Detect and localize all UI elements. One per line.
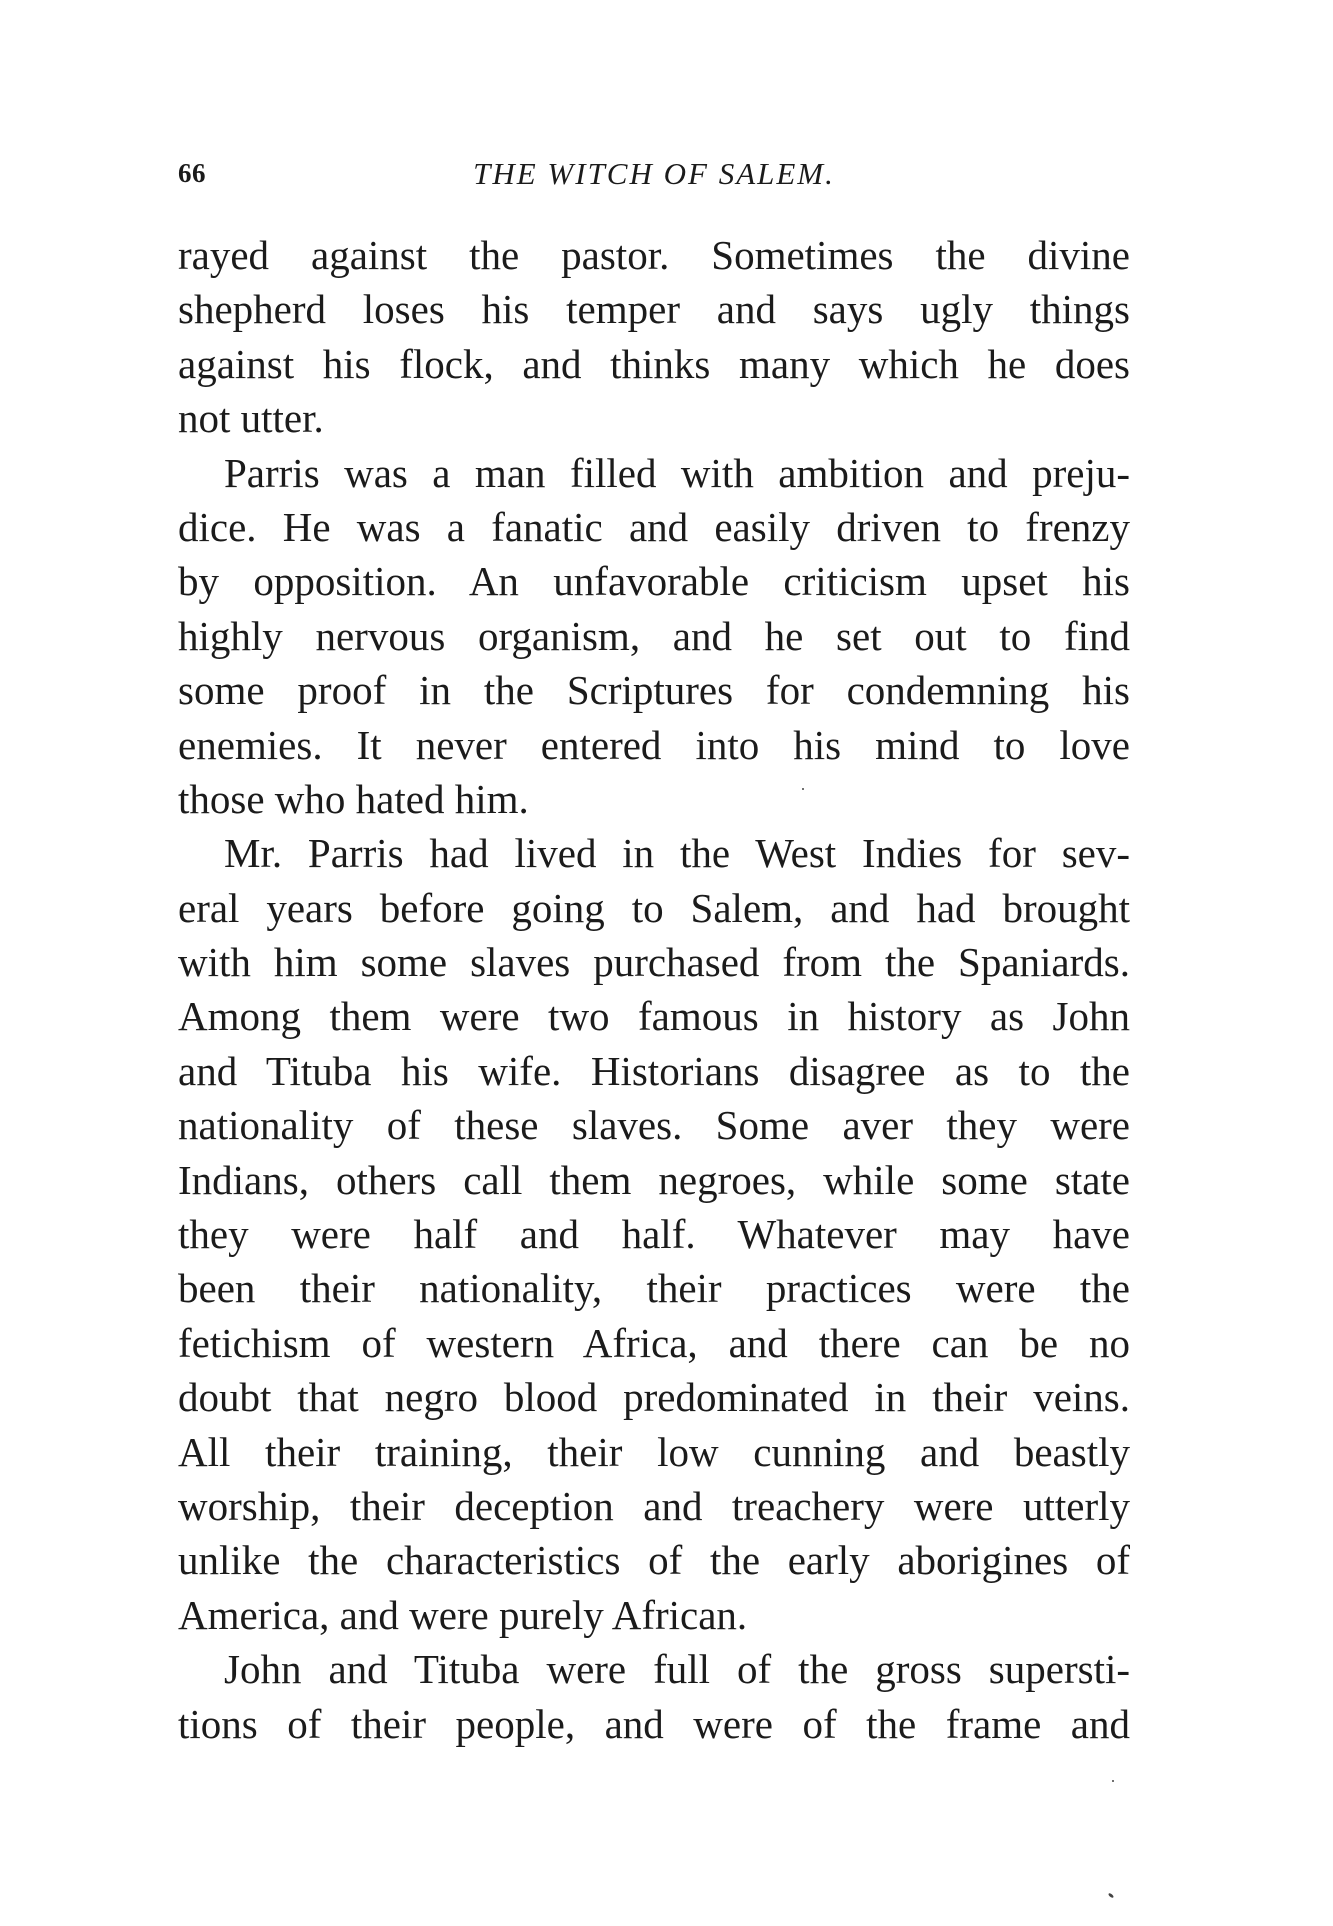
- text-line: worship, their deception and treachery were utterly: [178, 1482, 1130, 1529]
- text-line: and Tituba his wife. Historians disagree as to the: [178, 1047, 1130, 1094]
- text-line: enemies. It never entered into his mind to love: [178, 721, 1130, 768]
- text-line: America, and were purely African.: [178, 1591, 748, 1638]
- text-line: fetichism of western Africa, and there can be no: [178, 1319, 1130, 1366]
- text-line: unlike the characteristics of the early aborigines of: [178, 1537, 1130, 1584]
- text-line: been their nationality, their practices were the: [178, 1265, 1130, 1312]
- scan-speck: [802, 788, 804, 790]
- text-line: eral years before going to Salem, and had brought: [178, 884, 1130, 931]
- text-line: All their training, their low cunning and beastly: [178, 1428, 1130, 1475]
- page-number: 66: [178, 158, 206, 188]
- scan-speck: [1112, 1780, 1114, 1782]
- text-line: Among them were two famous in history as John: [178, 993, 1130, 1040]
- scan-speck: [1108, 1892, 1115, 1898]
- text-line: John and Tituba were full of the gross supersti-: [224, 1646, 1130, 1693]
- text-line: Mr. Parris had lived in the West Indies for sev-: [224, 830, 1130, 877]
- text-line: by opposition. An unfavorable criticism upset his: [178, 558, 1130, 605]
- running-head: [178, 150, 1130, 198]
- text-line: against his flock, and thinks many which he does: [178, 340, 1130, 387]
- text-line: highly nervous organism, and he set out to find: [178, 612, 1130, 659]
- text-line: shepherd loses his temper and says ugly things: [178, 286, 1130, 333]
- text-line: tions of their people, and were of the frame and: [178, 1700, 1130, 1747]
- text-line: not utter.: [178, 395, 324, 442]
- text-line: those who hated him.: [178, 775, 529, 822]
- page-title: THE WITCH OF SALEM.: [473, 156, 835, 191]
- text-line: nationality of these slaves. Some aver they were: [178, 1102, 1130, 1149]
- text-line: Indians, others call them negroes, while some state: [178, 1156, 1130, 1203]
- text-line: doubt that negro blood predominated in their veins.: [178, 1374, 1130, 1421]
- text-line: rayed against the pastor. Sometimes the divine: [178, 232, 1130, 278]
- text-line: with him some slaves purchased from the Spaniards.: [178, 939, 1130, 986]
- text-line: they were half and half. Whatever may have: [178, 1211, 1130, 1258]
- text-line: some proof in the Scriptures for condemning his: [178, 667, 1130, 714]
- body-text: [178, 228, 1130, 1751]
- text-line: Parris was a man filled with ambition and preju-: [224, 449, 1130, 496]
- text-line: dice. He was a fanatic and easily driven to frenzy: [178, 503, 1130, 550]
